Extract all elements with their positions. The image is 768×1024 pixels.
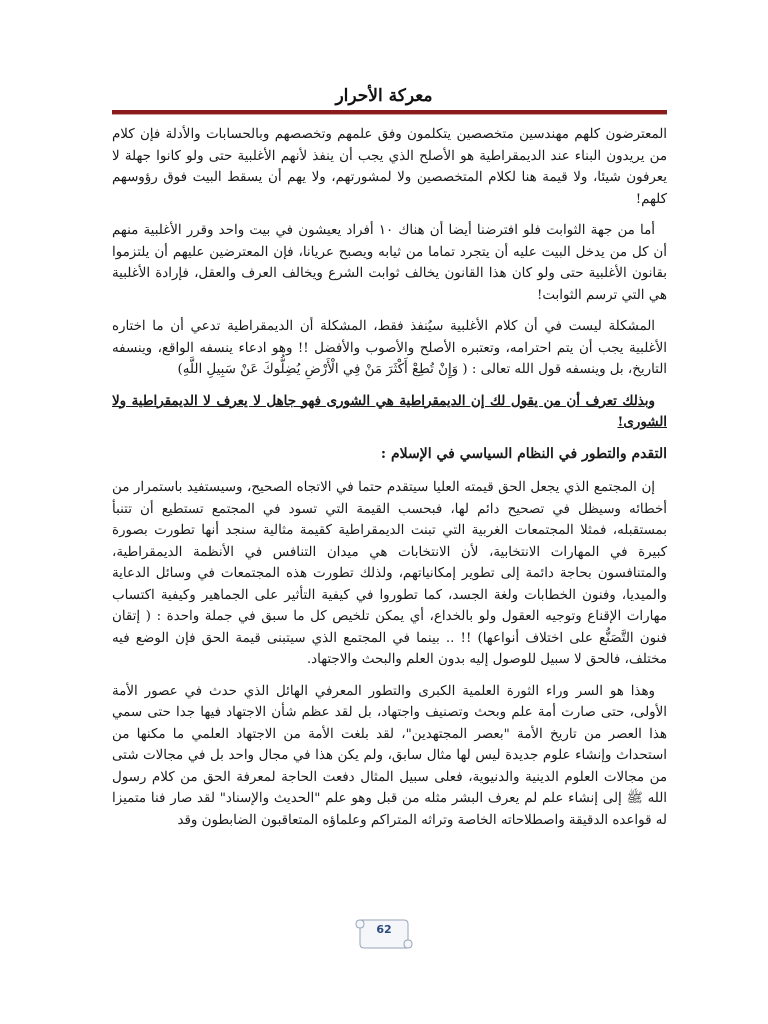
page-number-scroll	[352, 914, 416, 950]
document-body	[112, 124, 667, 841]
paragraph-4-underlined: وبذلك تعرف أن من يقول لك إن الديمقراطية هي الشورى فهو جاهل لا يعرف لا الديمقراطية ولا الشورى!	[112, 392, 667, 430]
section-heading: التقدم والتطور في النظام السياسي في الإسلام :	[380, 445, 667, 462]
page-title: معركة الأحرار	[335, 86, 433, 106]
quran-verse: ( وَإِنْ تُطِعْ أَكْثَرَ مَنْ فِي الْأَرْضِ يُضِلُّوكَ عَنْ سَبِيلِ اللَّهِ)	[177, 362, 468, 377]
paragraph-3	[112, 316, 667, 381]
paragraph-2: أما من جهة الثوابت فلو افترضنا أيضا أن هناك ١٠ أفراد يعيشون في بيت واحد وقرر الأغلبية منهم أن كل من يدخل البيت عليه أن يتجرد تماما من ثيابه ويصبح عريانا، فإن المعترضين عليهم أن يلتزموا بقانون الأغلبية حتى ولو كان هذا القانون يخالف ثوابت الشرع ويخالف العرف والعقل، فإرادة الأغلبية هي التي ترسم الثوابت!	[112, 223, 667, 303]
paragraph-1: المعترضون كلهم مهندسين متخصصين يتكلمون وفق علمهم وتخصصهم وبالحسابات والأدلة فإن كلام من يريدون البناء عند الديمقراطية هو الأصلح الذي يجب أن ينفذ لأنهم الأغلبية حتى ولو كانوا جهلة لا يعرفون شيئا، ولا قيمة هنا لكلام المتخصصين ولا لمشورتهم، ولا يهم أن يسقط البيت فوق رؤوسهم كلهم!	[112, 127, 667, 207]
page-number: 62	[376, 923, 392, 936]
paragraph-3-text: المشكلة ليست في أن كلام الأغلبية سيُنفذ فقط، المشكلة أن الديمقراطية تدعي أن ما اختاره الأغلبية يجب أن يتم احترامه، وتعتبره الأصلح والأصوب والأفضل !! وهو ادعاء ينسفه الواقع، وينسفه التاريخ، بل وينسفه قول الله تعالى :	[112, 319, 667, 377]
paragraph-6: وهذا هو السر وراء الثورة العلمية الكبرى والتطور المعرفي الهائل الذي حدث في عصور الأمة الأولى، حتى صارت أمة علم وبحث وتصنيف واجتهاد، بل لقد عظم شأن الاجتهاد فيها جدا حتى سمي هذا العصر من تاريخ الأمة "بعصر المجتهدين"، لقد بلغت الأمة من الاجتهاد العلمي ما مكنها من استحداث وإنشاء علوم جديدة ليس لها مثال سابق، ولم يكن هذا في مجال واحد بل في مجالات شتى من مجالات العلوم الدينية والدنيوية، فعلى سبيل المثال دفعت الحاجة لمعرفة الحق من كلام رسول الله ﷺ إلى إنشاء علم لم يعرف البشر مثله من قبل وهو علم "الحديث والإسناد" لقد صار فنا متميزا له قواعده الدقيقة واصطلاحاته الخاصة وتراثه المتراكم وعلماؤه المتعاقبون الضابطون وقد	[112, 683, 667, 828]
header-divider	[112, 110, 667, 115]
paragraph-5: إن المجتمع الذي يجعل الحق قيمته العليا سيتقدم حتما في الاتجاه الصحيح، وسيستفيد باستمرار من أخطائه وسيظل في تصحيح دائم لها، فبحسب القيمة التي تسود في المجتمع تستطيع أن تتنبأ بمستقبله، فمثلا المجتمعات الغربية التي تبنت الديمقراطية كقيمة مثالية سنجد أنها تطورت بصورة كبيرة في المهارات الانتخابية، لأن الانتخابات هي ميدان التنافس في الأنظمة الديمقراطية، والمتنافسون بحاجة دائمة إلى تطوير إمكانياتهم، ولذلك تطورت هذه المجتمعات في وسائل الدعاية والميديا، وفنون الخطابات ولغة الجسد، كما تطوروا في كيفية التأثير على الجماهير وكيفية اكتساب مهارات الإقناع وتوجيه العقول ولو بالخداع، أي يمكن تلخيص كل ما سبق في جملة واحدة : ( إتقان فنون التَّصَنُّع على اختلاف أنواعها) !! .. بينما في المجتمع الذي سيتبنى قيمة الحق فإن الوضع فيه مختلف، فالحق لا سبيل للوصول إليه بدون العلم والبحث والاجتهاد.	[112, 480, 667, 667]
